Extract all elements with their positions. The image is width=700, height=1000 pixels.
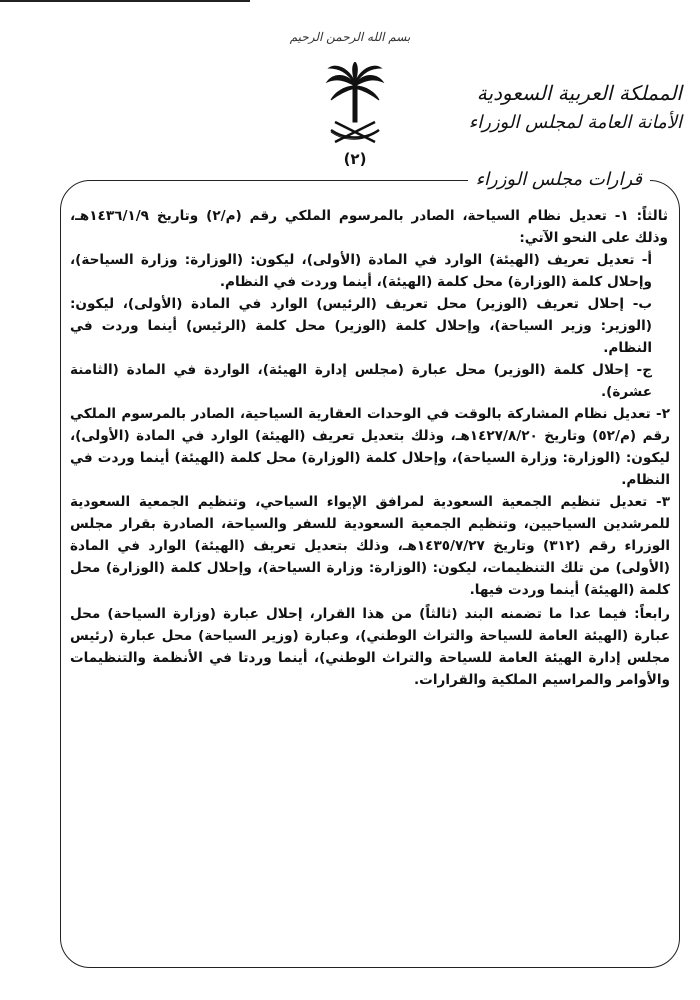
decision-body: [70, 205, 670, 691]
secretariat-name: الأمانة العامة لمجلس الوزراء: [468, 112, 682, 133]
organization-header: [468, 78, 682, 138]
clause-fourth-text: فيما عدا ما تضمنه البند (ثالثاً) من هذا القرار، إحلال عبارة (وزارة السياحة) محل عبارة (الهيئة العامة للسياحة والتراث الوطني)، وعبارة (وزير السياحة) محل عبارة (رئيس مجلس إدارة الهيئة العامة للسياحة والتراث الوطني)، أينما وردتا في الأنظمة والتنظيمات والأوامر والمراسيم الملكية والقرارات.: [70, 606, 670, 688]
clause-third-item-1-text: ١- تعديل نظام السياحة، الصادر بالمرسوم الملكي رقم (م/٢) وتاريخ ١٤٣٦/١/٩هـ، وذلك على النحو الآتي:: [70, 208, 668, 246]
clause-third-item-1: [70, 205, 670, 249]
palm-swords-emblem: [325, 62, 385, 147]
frame-caption: قرارات مجلس الوزراء: [468, 166, 650, 194]
top-rule: [0, 0, 250, 2]
item-1-a: أ- تعديل تعريف (الهيئة) الوارد في المادة (الأولى)، ليكون: (الوزارة: وزارة السياحة)، وإحلال كلمة (الوزارة) محل كلمة (الهيئة)، أينما وردت في النظام.: [70, 252, 652, 290]
basmala: بسم الله الرحمن الرحيم: [289, 30, 411, 44]
clause-third-item-2: ٢- تعديل نظام المشاركة بالوقت في الوحدات العقارية السياحية، الصادر بالمرسوم الملكي رقم (م/٥٢) وتاريخ ١٤٢٧/٨/٢٠هـ، وذلك بتعديل تعريف (الهيئة) الوارد في المادة (الأولى)، ليكون: (الوزارة: وزارة السياحة)، وإحلال كلمة (الوزارة) محل كلمة (الهيئة) أينما وردت في النظام.: [70, 406, 670, 488]
clause-fourth: [70, 603, 670, 691]
item-1-c: ج- إحلال كلمة (الوزير) محل عبارة (مجلس إدارة الهيئة)، الواردة في المادة (الثامنة عشرة).: [70, 362, 652, 400]
item-1-b: ب- إحلال تعريف (الوزير) محل تعريف (الرئيس) الوارد في المادة (الأولى)، ليكون: (الوزير: وزير السياحة)، وإحلال كلمة (الوزير) محل كلمة (الرئيس) أينما وردت في النظام.: [70, 296, 652, 356]
kingdom-name: المملكة العربية السعودية: [476, 81, 682, 105]
clause-fourth-label: رابعاً:: [627, 606, 670, 622]
page-number: (٢): [343, 150, 367, 168]
clause-third-item-3: ٣- تعديل تنظيم الجمعية السعودية لمرافق الإيواء السياحي، وتنظيم الجمعية السعودية للمرشدين السياحيين، وتنظيم الجمعية السعودية للسفر والسياحة، الصادرة بقرار مجلس الوزراء رقم (٣١٢) وتاريخ ١٤٣٥/٧/٢٧هـ، وذلك بتعديل تعريف (الهيئة) الوارد في المادة (الأولى) من تلك التنظيمات، ليكون: (الوزارة: وزارة السياحة)، وإحلال كلمة (الوزارة) محل كلمة (الهيئة) أينما وردت فيها.: [70, 494, 670, 598]
clause-third-label: ثالثاً:: [628, 208, 668, 224]
